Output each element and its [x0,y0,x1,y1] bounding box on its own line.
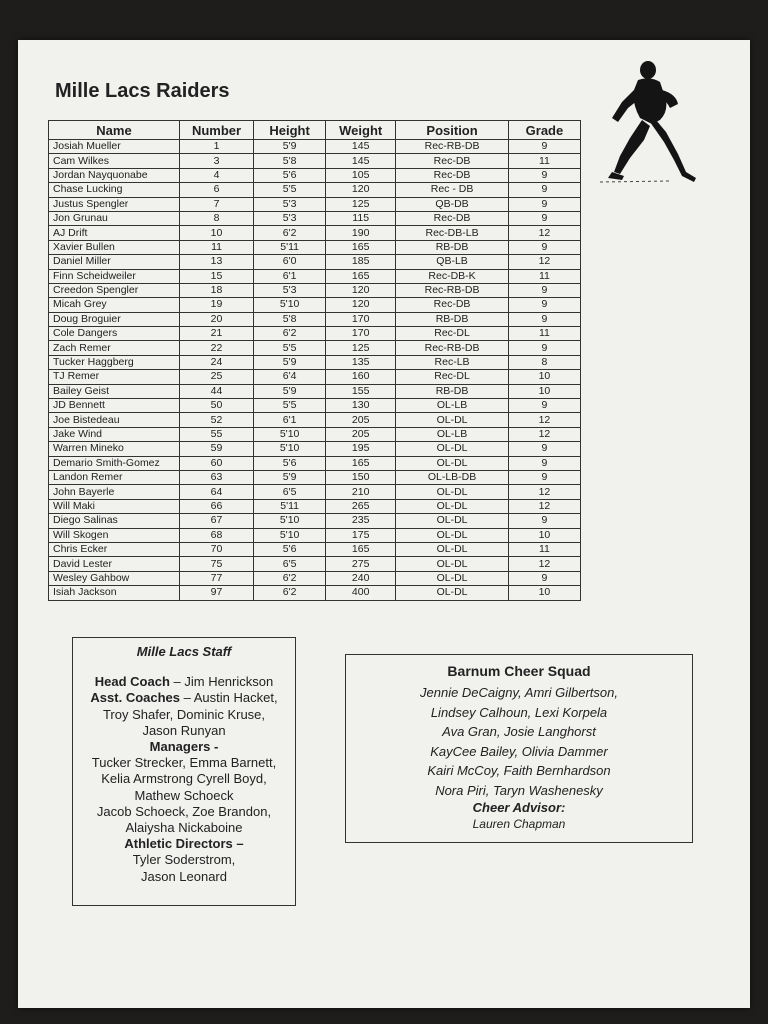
player-position: RB-DB [396,384,509,398]
player-position: OL-LB-DB [396,470,509,484]
header-number: Number [179,121,253,140]
player-position: OL-DL [396,485,509,499]
player-name: Cole Dangers [49,327,180,341]
header-position: Position [396,121,509,140]
player-position: OL-LB [396,427,509,441]
table-row [49,470,581,484]
player-weight: 195 [326,442,396,456]
player-number: 15 [179,269,253,283]
player-height: 6'2 [254,327,326,341]
player-number: 20 [179,312,253,326]
player-weight: 145 [326,154,396,168]
player-name: Jordan Nayquonabe [49,168,180,182]
player-height: 5'10 [254,298,326,312]
player-grade: 9 [508,470,580,484]
player-name: Josiah Mueller [49,140,180,154]
table-row [49,298,581,312]
table-row [49,355,581,369]
manager-line: Alaiysha Nickaboine [125,820,243,836]
player-position: Rec-DL [396,327,509,341]
player-name: Xavier Bullen [49,240,180,254]
player-weight: 105 [326,168,396,182]
player-position: OL-DL [396,586,509,600]
player-grade: 9 [508,571,580,585]
player-position: Rec-RB-DB [396,341,509,355]
table-row [49,183,581,197]
player-number: 7 [179,197,253,211]
player-height: 6'0 [254,255,326,269]
football-player-silhouette-icon [590,60,700,190]
player-name: Jon Grunau [49,211,180,225]
player-name: Demario Smith-Gomez [49,456,180,470]
cheer-title: Barnum Cheer Squad [447,663,591,679]
header-name: Name [49,121,180,140]
table-row [49,269,581,283]
player-name: Justus Spengler [49,197,180,211]
roster-body [49,140,581,601]
table-row [49,154,581,168]
header-weight: Weight [326,121,396,140]
head-coach-name: – Jim Henrickson [169,674,274,690]
player-number: 70 [179,542,253,556]
player-position: OL-DL [396,499,509,513]
player-grade: 10 [508,528,580,542]
table-row [49,255,581,269]
player-grade: 9 [508,514,580,528]
player-grade: 9 [508,399,580,413]
player-name: Chase Lucking [49,183,180,197]
player-number: 52 [179,413,253,427]
player-height: 5'9 [254,470,326,484]
player-number: 75 [179,557,253,571]
player-name: David Lester [49,557,180,571]
player-height: 5'11 [254,499,326,513]
player-height: 5'6 [254,168,326,182]
player-weight: 175 [326,528,396,542]
player-height: 5'9 [254,355,326,369]
player-weight: 400 [326,586,396,600]
staff-title: Mille Lacs Staff [136,644,232,659]
cheer-box [345,654,693,843]
athletic-director-line: Tyler Soderstrom, [132,852,236,868]
player-number: 67 [179,514,253,528]
player-weight: 205 [326,413,396,427]
table-row [49,140,581,154]
table-row [49,514,581,528]
player-name: JD Bennett [49,399,180,413]
manager-line: Tucker Strecker, Emma Barnett, [91,755,277,771]
player-weight: 150 [326,470,396,484]
player-grade: 9 [508,197,580,211]
player-weight: 170 [326,312,396,326]
player-number: 25 [179,370,253,384]
cheer-line: Nora Piri, Taryn Washenesky [435,782,603,798]
player-number: 8 [179,211,253,225]
player-name: Bailey Geist [49,384,180,398]
player-grade: 12 [508,226,580,240]
player-number: 77 [179,571,253,585]
table-header-row [49,121,581,140]
player-position: OL-DL [396,442,509,456]
player-grade: 9 [508,283,580,297]
player-weight: 120 [326,298,396,312]
player-number: 68 [179,528,253,542]
player-weight: 160 [326,370,396,384]
player-grade: 10 [508,586,580,600]
table-row [49,571,581,585]
player-grade: 10 [508,370,580,384]
player-position: OL-DL [396,542,509,556]
roster-table [48,120,581,601]
player-weight: 165 [326,456,396,470]
athletic-director-line: Jason Leonard [140,868,227,884]
player-weight: 155 [326,384,396,398]
player-number: 97 [179,586,253,600]
player-position: Rec-DB [396,298,509,312]
player-number: 24 [179,355,253,369]
player-position: Rec-RB-DB [396,140,509,154]
table-row [49,586,581,600]
player-weight: 115 [326,211,396,225]
player-height: 5'3 [254,197,326,211]
table-row [49,226,581,240]
player-weight: 120 [326,183,396,197]
player-name: Isiah Jackson [49,586,180,600]
player-position: Rec-RB-DB [396,283,509,297]
player-position: OL-DL [396,528,509,542]
player-position: OL-DL [396,557,509,571]
table-row [49,370,581,384]
player-weight: 185 [326,255,396,269]
player-grade: 9 [508,240,580,254]
player-position: QB-DB [396,197,509,211]
player-height: 5'5 [254,183,326,197]
managers-label: Managers - [149,739,219,755]
player-grade: 12 [508,413,580,427]
player-position: OL-DL [396,571,509,585]
player-position: OL-DL [396,413,509,427]
asst-coach-label: Asst. Coaches [90,690,181,706]
player-weight: 165 [326,542,396,556]
player-position: QB-LB [396,255,509,269]
player-number: 13 [179,255,253,269]
player-name: TJ Remer [49,370,180,384]
player-height: 5'10 [254,427,326,441]
player-position: OL-DL [396,456,509,470]
player-weight: 125 [326,341,396,355]
player-name: Landon Remer [49,470,180,484]
player-weight: 130 [326,399,396,413]
manager-line: Kelia Armstrong Cyrell Boyd, [101,771,267,787]
player-name: Tucker Haggberg [49,355,180,369]
cheer-advisor-label: Cheer Advisor: [472,800,566,815]
player-position: OL-DL [396,514,509,528]
player-height: 5'5 [254,399,326,413]
player-number: 18 [179,283,253,297]
manager-line: Jacob Schoeck, Zoe Brandon, [96,803,272,819]
player-grade: 9 [508,341,580,355]
player-name: Finn Scheidweiler [49,269,180,283]
player-height: 6'5 [254,557,326,571]
player-name: Daniel Miller [49,255,180,269]
player-grade: 11 [508,154,580,168]
player-position: RB-DB [396,240,509,254]
player-weight: 205 [326,427,396,441]
player-position: RB-DB [396,312,509,326]
table-row [49,485,581,499]
table-row [49,341,581,355]
player-number: 1 [179,140,253,154]
player-number: 66 [179,499,253,513]
player-grade: 11 [508,327,580,341]
player-number: 55 [179,427,253,441]
athletic-directors-label: Athletic Directors – [124,836,244,852]
cheer-line: KayCee Bailey, Olivia Dammer [430,743,608,759]
player-grade: 9 [508,456,580,470]
player-grade: 10 [508,384,580,398]
player-height: 5'6 [254,456,326,470]
player-number: 59 [179,442,253,456]
cheer-line: Kairi McCoy, Faith Bernhardson [427,763,611,778]
table-row [49,442,581,456]
player-weight: 125 [326,197,396,211]
player-weight: 145 [326,140,396,154]
player-number: 11 [179,240,253,254]
player-grade: 9 [508,312,580,326]
player-weight: 170 [326,327,396,341]
player-number: 4 [179,168,253,182]
player-weight: 165 [326,269,396,283]
player-grade: 9 [508,168,580,182]
table-row [49,384,581,398]
player-name: Micah Grey [49,298,180,312]
player-weight: 265 [326,499,396,513]
cheer-advisor-name: Lauren Chapman [472,817,566,831]
table-row [49,499,581,513]
head-coach-line [73,674,295,690]
player-grade: 12 [508,557,580,571]
player-height: 5'3 [254,283,326,297]
player-grade: 9 [508,442,580,456]
player-name: Jake Wind [49,427,180,441]
player-name: John Bayerle [49,485,180,499]
player-number: 10 [179,226,253,240]
table-row [49,557,581,571]
player-position: Rec-LB [396,355,509,369]
player-name: Chris Ecker [49,542,180,556]
table-row [49,197,581,211]
player-name: Warren Mineko [49,442,180,456]
table-row [49,168,581,182]
player-height: 5'8 [254,154,326,168]
asst-coach-line [73,690,295,706]
table-row [49,542,581,556]
asst-coach-names-1: – Austin Hacket, [180,690,278,706]
player-grade: 9 [508,298,580,312]
player-weight: 135 [326,355,396,369]
player-number: 64 [179,485,253,499]
player-grade: 8 [508,355,580,369]
player-position: Rec-DB [396,154,509,168]
player-weight: 120 [326,283,396,297]
table-row [49,456,581,470]
table-row [49,427,581,441]
player-height: 5'8 [254,312,326,326]
player-height: 5'10 [254,528,326,542]
player-grade: 9 [508,183,580,197]
player-number: 60 [179,456,253,470]
player-weight: 210 [326,485,396,499]
player-height: 5'11 [254,240,326,254]
player-name: Wesley Gahbow [49,571,180,585]
player-number: 63 [179,470,253,484]
player-height: 6'2 [254,586,326,600]
player-height: 6'4 [254,370,326,384]
player-number: 19 [179,298,253,312]
player-height: 6'2 [254,571,326,585]
player-height: 6'1 [254,269,326,283]
player-grade: 12 [508,485,580,499]
player-weight: 235 [326,514,396,528]
player-name: Zach Remer [49,341,180,355]
player-name: Will Maki [49,499,180,513]
player-name: Will Skogen [49,528,180,542]
table-row [49,528,581,542]
table-row [49,283,581,297]
player-height: 5'3 [254,211,326,225]
header-grade: Grade [508,121,580,140]
player-name: Cam Wilkes [49,154,180,168]
manager-line: Mathew Schoeck [134,787,234,803]
player-number: 3 [179,154,253,168]
player-name: Doug Broguier [49,312,180,326]
player-grade: 11 [508,542,580,556]
player-position: Rec - DB [396,183,509,197]
player-height: 6'5 [254,485,326,499]
player-name: Joe Bistedeau [49,413,180,427]
player-height: 5'10 [254,514,326,528]
player-position: Rec-DB-LB [396,226,509,240]
player-name: Creedon Spengler [49,283,180,297]
player-number: 44 [179,384,253,398]
player-number: 6 [179,183,253,197]
header-height: Height [254,121,326,140]
player-number: 22 [179,341,253,355]
player-grade: 11 [508,269,580,283]
player-height: 6'2 [254,226,326,240]
player-height: 5'5 [254,341,326,355]
asst-coach-names-2: Troy Shafer, Dominic Kruse, [102,706,266,722]
player-position: Rec-DL [396,370,509,384]
player-height: 6'1 [254,413,326,427]
player-weight: 240 [326,571,396,585]
player-weight: 190 [326,226,396,240]
table-row [49,312,581,326]
player-position: Rec-DB [396,168,509,182]
table-row [49,413,581,427]
player-height: 5'9 [254,384,326,398]
table-row [49,240,581,254]
page-title: Mille Lacs Raiders [55,80,230,102]
table-row [49,211,581,225]
asst-coach-names-3: Jason Runyan [142,722,226,738]
player-grade: 9 [508,140,580,154]
table-row [49,399,581,413]
cheer-line: Ava Gran, Josie Langhorst [442,724,596,739]
player-weight: 165 [326,240,396,254]
head-coach-label: Head Coach [94,674,170,690]
player-position: Rec-DB-K [396,269,509,283]
player-name: AJ Drift [49,226,180,240]
table-row [49,327,581,341]
player-number: 50 [179,399,253,413]
player-number: 21 [179,327,253,341]
player-height: 5'9 [254,140,326,154]
player-position: OL-LB [396,399,509,413]
player-weight: 275 [326,557,396,571]
player-grade: 12 [508,499,580,513]
cheer-line: Lindsey Calhoun, Lexi Korpela [430,704,608,720]
player-grade: 12 [508,427,580,441]
player-grade: 12 [508,255,580,269]
player-grade: 9 [508,211,580,225]
player-position: Rec-DB [396,211,509,225]
cheer-line: Jennie DeCaigny, Amri Gilbertson, [420,685,618,700]
player-name: Diego Salinas [49,514,180,528]
player-height: 5'6 [254,542,326,556]
staff-box [72,637,296,906]
player-height: 5'10 [254,442,326,456]
